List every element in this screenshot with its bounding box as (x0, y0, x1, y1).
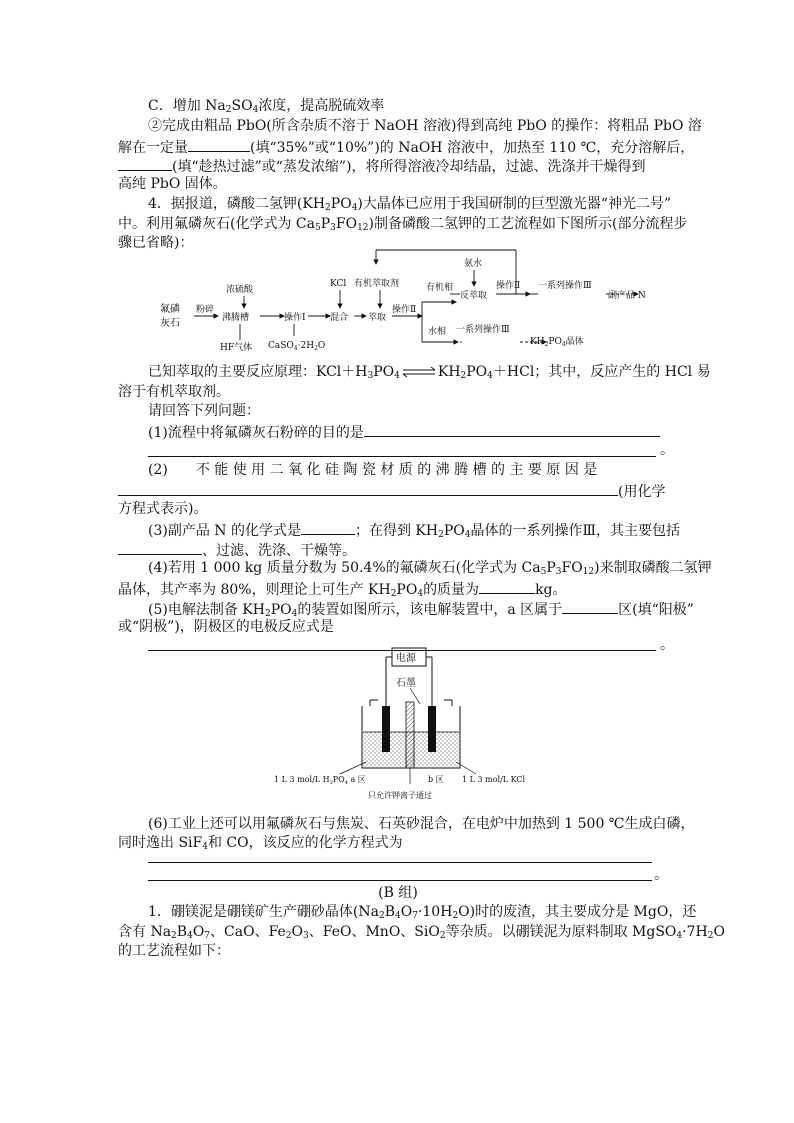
q2c-line: 方程式表示)。 (118, 501, 208, 517)
section-b-line3: 的工艺流程如下： (118, 943, 230, 959)
known-line1: 已知萃取的主要反应原理：$KCl+H_3PO_4$ $KH_2PO_4+HCl$；其中，反应产生的 HCl 易 (148, 364, 711, 381)
series-operation-3-label: 一系列操作Ⅲ (538, 281, 592, 291)
answer-line[interactable] (148, 880, 652, 881)
membrane (406, 702, 414, 768)
mix-label: 混合 (330, 313, 349, 323)
answer-blank[interactable] (188, 137, 250, 152)
membrane-caption: 只允许钾离子通过 (368, 791, 432, 800)
q1-line: (1)流程中将氟磷灰石粉碎的目的是 (148, 422, 660, 442)
known-line3: 请回答下列问题： (148, 403, 260, 419)
byproduct-n-label: 副产品 N (608, 291, 646, 301)
left-graphite-electrode (382, 706, 390, 752)
raw-material-label-2: 灰石 (160, 318, 180, 329)
q2-line3: (填“趁热过滤”或“蒸发浓缩”)，将所得溶液冷却结晶，过滤、洗涤并干燥得到 (118, 156, 646, 176)
section-b-line2: 含有 $Na_2B_4O_7$、CaO、$Fe_2O_3$、FeO、MnO、SiO$_2$等杂质。以硼镁泥为原料制取 $MgSO_4\cdot 7H_2O$ (118, 924, 725, 941)
section-b-title: (B 组) (378, 885, 418, 901)
back-extraction-label: 反萃取 (460, 291, 488, 301)
q4-line1: 4．据报道，磷酸二氢钾$(KH_2PO_4)$大晶体已应用于我国研制的巨型激光器“神光二号” (148, 196, 672, 213)
q2-line1: ②完成由粗品 PbO(所含杂质不溶于 NaOH 溶液)得到高纯 PbO 的操作：将粗品 PbO 溶 (148, 118, 702, 134)
conc-sulfuric-acid-label: 浓硫酸 (226, 285, 254, 295)
water-phase-label: 水相 (428, 327, 447, 337)
hf-gas-label: HF气体 (220, 343, 253, 353)
graphite-label: 石墨 (396, 678, 416, 689)
process-flow-diagram (160, 244, 670, 360)
q2-line2: 解在一定量 (填“35%”或“10%”)的 NaOH 溶液中，加热至 110 ℃，充分溶解后， (118, 137, 694, 157)
section-b-line1: 1．硼镁泥是硼镁矿生产硼砂晶体$(Na_2B_4O_7\cdot 10H_2O)$时的废渣，其主要成分是 MgO，还 (148, 904, 697, 921)
q4-line3: 骤已省略)： (118, 235, 194, 251)
answer-line[interactable] (148, 862, 652, 863)
q4-question-line1: (4)若用 1 000 kg 质量分数为 50.4%的氟磷灰石(化学式为 $Ca_5P_3FO_{12}$)来制取磷酸二氢钾 (148, 560, 712, 577)
boiling-tank-label: 沸腾槽 (222, 313, 250, 323)
answer-line[interactable] (148, 456, 656, 457)
document-page: C．增加 $Na_2SO_4$浓度，提高脱硫效率 ②完成由粗品 PbO(所含杂质不溶于 NaOH 溶液)得到高纯 PbO 的操作：将粗品 PbO 溶 解在一定量 (填“35%”或“10%”)的 NaOH 溶液中，加热至 110 ℃，充分溶解后， (填“趁热过滤”或“蒸发浓缩”)，将所得溶液冷却结晶，过滤、洗涤并干燥得到 高纯 PbO 固体。 4．据报道，磷酸二氢钾$(KH_2PO_4)$大晶体已应用于我国研制的巨型激光器“神光二号” 中。利用氟磷灰石(化学式为 $Ca_5P_3FO_{12}$)制备磷酸二氢钾的工艺流程如下图所示(部分流程步 骤已省略)： 氟磷 灰石 粉碎 浓硫酸 沸腾槽 HF气体 操作Ⅰ $CaSO_4\cdot 2H_2O$ KCl 有机萃取剂 混合 萃取 操作Ⅱ 有机相 氨水 反萃取 操作Ⅱ 一系列操作Ⅲ 副产品 N 水相 一系列操作Ⅲ $KH_2PO_4$晶体 已知萃取的主要反应原理：$KCl+H_3PO_4$ $KH_2PO_4+HCl$；其中，反应产生的 HCl 易 溶于有机萃取剂。 请回答下列问题： (1)流程中将氟磷灰石粉碎的目的是 。 (2) 不 能 使 用 二 氧 化 硅 陶 瓷 材 质 的 沸 腾 槽 的 主 要 原 因 是 (用化学 方程式表示)。 (3)副产品 N 的化学式是 ；在得到 $KH_2PO_4$晶体的一系列操作Ⅲ，其主要包括 、过滤、洗涤、干燥等。 (4)若用 1 000 kg 质量分数为 50.4%的氟磷灰石(化学式为 $Ca_5P_3FO_{12}$)来制取磷酸二氢钾 晶体，其产率为 80%，则理论上可生产 $KH_2PO_4$的质量为 kg。 (5)电解法制备 $KH_2PO_4$的装置如图所示，该电解装置中，a 区属于 区(填“阳极” 或“阴极”)，阴极区的电极反应式是 。 电源 石墨 1 L 3 mol/L $H_3PO_4$ a 区 b 区 1 L 3 mol/L KCl 只允许钾离子通过 (6)工业上还可以用氟磷灰石与焦炭、石英砂混合，在电炉中加热到 1 500 ℃生成白磷， 同时逸出 SiF$_4$和 CO，该反应的化学方程式为 。 (B 组) 1．硼镁泥是硼镁矿生产硼砂晶体$(Na_2B_4O_7\cdot 10H_2O)$时的废渣，其主要成分是 MgO，还 含有 $Na_2B_4O_7$、CaO、$Fe_2O_3$、FeO、MnO、SiO$_2$等杂质。以硼镁泥为原料制取 $MgSO_4\cdot 7H_2O$ 的工艺流程如下： (118, 98, 725, 959)
extraction-label: 萃取 (368, 313, 387, 323)
q6-line2: 同时逸出 SiF$_4$和 CO，该反应的化学方程式为 (118, 835, 403, 852)
q4-question-line2: 晶体，其产率为 80%，则理论上可生产 $KH_2PO_4$的质量为 kg。 (118, 579, 567, 599)
answer-blank[interactable] (118, 481, 618, 496)
answer-blank[interactable] (479, 579, 535, 594)
answer-blank[interactable] (118, 156, 172, 171)
organic-phase-label: 有机相 (426, 283, 454, 293)
left-solution-label: 1 L 3 mol/L $H_3PO_4$ a 区 (274, 775, 366, 786)
answer-blank[interactable] (118, 540, 202, 555)
operation-2b-label: 操作Ⅱ (496, 281, 521, 291)
kh2po4-crystal-label: $KH_2PO_4$晶体 (530, 337, 584, 348)
right-solution-label: 1 L 3 mol/L KCl (462, 775, 526, 784)
electrolysis-cell-diagram (270, 644, 540, 810)
q2-line4: 高纯 PbO 固体。 (118, 176, 227, 192)
raw-material-label-1: 氟磷 (160, 304, 180, 315)
organic-extractant-label: 有机萃取剂 (354, 279, 400, 289)
q6-line1: (6)工业上还可以用氟磷灰石与焦炭、石英砂混合，在电炉中加热到 1 500 ℃生成白磷， (148, 816, 695, 832)
answer-blank[interactable] (301, 520, 355, 535)
right-graphite-electrode (428, 706, 436, 752)
operation-2-label: 操作Ⅱ (392, 305, 417, 315)
q5-line2: 或“阴极”)，阴极区的电极反应式是 (118, 619, 334, 635)
caso4-label: $CaSO_4\cdot 2H_2O$ (268, 341, 326, 352)
operation-1-label: 操作Ⅰ (284, 313, 306, 323)
q2-line: (2) 不 能 使 用 二 氧 化 硅 陶 瓷 材 质 的 沸 腾 槽 的 主 要 原 因 是 (148, 462, 598, 478)
q3-line2: 、过滤、洗涤、干燥等。 (118, 540, 356, 560)
series-operation-3b-label: 一系列操作Ⅲ (456, 325, 510, 335)
known-line2: 溶于有机萃取剂。 (118, 384, 230, 400)
b-zone-label: b 区 (428, 775, 444, 784)
power-label: 电源 (396, 653, 416, 664)
q2b-line: (用化学 (118, 481, 665, 501)
q3-line1: (3)副产品 N 的化学式是 ；在得到 $KH_2PO_4$晶体的一系列操作Ⅲ，其主要包括 (148, 520, 680, 540)
answer-blank[interactable] (562, 599, 618, 614)
kcl-label: KCl (330, 279, 347, 289)
option-c-line: C．增加 $Na_2SO_4$浓度，提高脱硫效率 (148, 98, 385, 115)
crush-label: 粉碎 (196, 305, 215, 315)
answer-blank[interactable] (364, 422, 660, 437)
ammonia-label: 氨水 (464, 259, 483, 269)
q4-line2: 中。利用氟磷灰石(化学式为 $Ca_5P_3FO_{12}$)制备磷酸二氢钾的工艺流程如下图所示(部分流程步 (118, 216, 688, 233)
q5-line1: (5)电解法制备 $KH_2PO_4$的装置如图所示，该电解装置中，a 区属于 区(填“阳极” (148, 599, 694, 619)
